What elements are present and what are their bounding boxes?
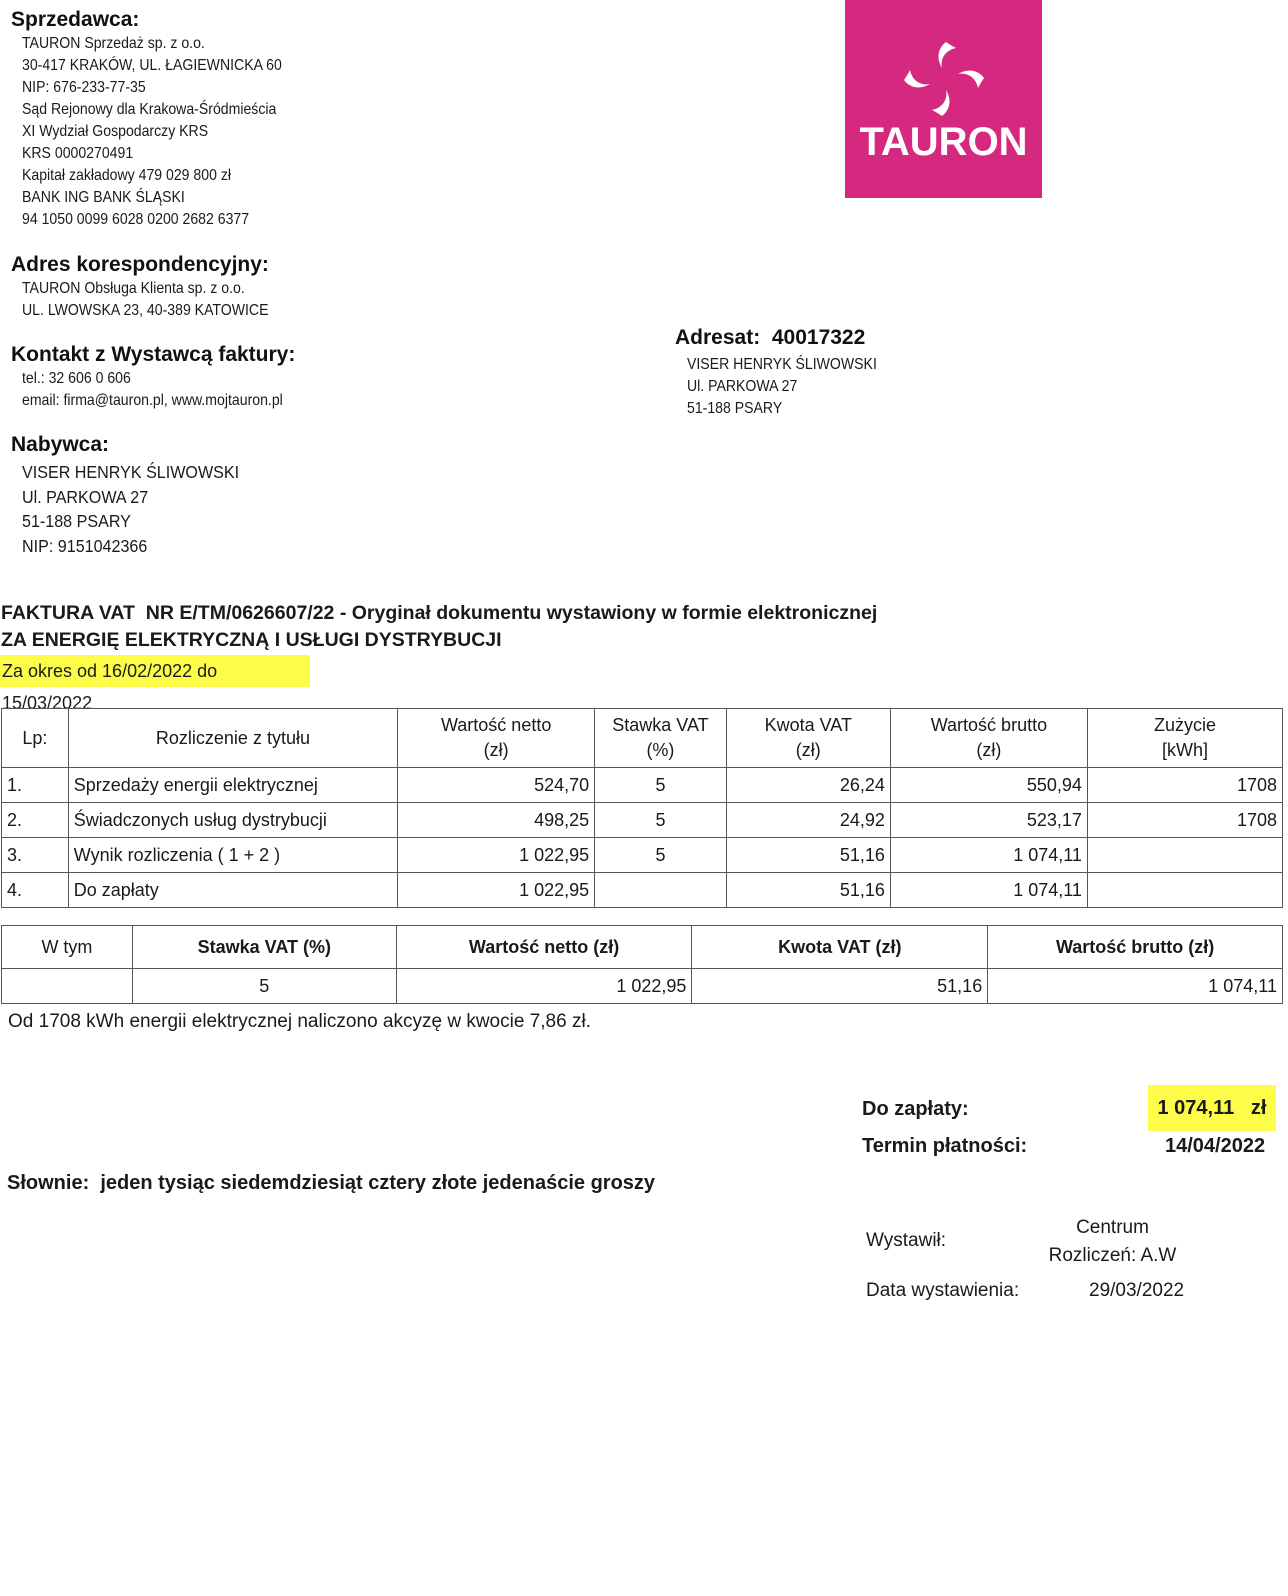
issuer-value xyxy=(1030,1214,1195,1270)
invoice-title: FAKTURA VAT NR E/TM/0626607/22 - Oryginał dokumentu wystawiony w formie elektronicznej xyxy=(1,602,878,624)
table-row: 4. Do zapłaty 1 022,95 51,16 1 074,11 xyxy=(2,873,1283,908)
correspondence-heading: Adres korespondencyjny: xyxy=(11,253,269,276)
issue-date-value: 29/03/2022 xyxy=(1089,1280,1185,1301)
table-header-row xyxy=(2,709,1283,768)
issuer-line: Rozliczeń: A.W xyxy=(1048,1245,1177,1266)
due-amount: 1 074,11 zł xyxy=(1148,1085,1276,1131)
correspondence-line: UL. LWOWSKA 23, 40-389 KATOWICE xyxy=(22,302,269,319)
buyer-line: Ul. PARKOWA 27 xyxy=(22,486,149,507)
seller-line: 30-417 KRAKÓW, UL. ŁAGIEWNICKA 60 xyxy=(22,57,282,74)
seller-address xyxy=(22,33,317,231)
col-title: Rozliczenie z tytułu xyxy=(68,709,397,768)
correspondence-line: TAURON Obsługa Klienta sp. z o.o. xyxy=(22,280,245,297)
col-vat-rate: Stawka VAT (%) xyxy=(595,709,727,768)
vat-breakdown-table xyxy=(1,925,1283,1004)
col-usage: Zużycie [kWh] xyxy=(1087,709,1282,768)
seller-line: Sąd Rejonowy dla Krakowa-Śródmieścia xyxy=(22,101,277,118)
seller-line: Kapitał zakładowy 479 029 800 zł xyxy=(22,167,231,184)
issue-date-label: Data wystawienia: xyxy=(866,1280,1020,1301)
seller-line: 94 1050 0099 6028 0200 2682 6377 xyxy=(22,211,250,228)
table-row: 5 1 022,95 51,16 1 074,11 xyxy=(2,969,1283,1004)
addressee-address xyxy=(687,354,903,420)
contact-email: email: firma@tauron.pl, www.mojtauron.pl xyxy=(22,392,283,409)
addressee-heading: Adresat: 40017322 xyxy=(675,326,866,349)
due-label: Do zapłaty: xyxy=(862,1098,969,1120)
addressee-line: VISER HENRYK ŚLIWOWSKI xyxy=(687,356,877,373)
contact-heading: Kontakt z Wystawcą faktury: xyxy=(11,343,296,366)
seller-line: TAURON Sprzedaż sp. z o.o. xyxy=(22,35,205,52)
contact-phone: tel.: 32 606 0 606 xyxy=(22,370,131,387)
seller-line: XI Wydział Gospodarczy KRS xyxy=(22,123,209,140)
table-row: 3. Wynik rozliczenia ( 1 + 2 ) 1 022,95 5 51,16 1 074,11 xyxy=(2,838,1283,873)
seller-line: BANK ING BANK ŚLĄSKI xyxy=(22,189,185,206)
seller-line: KRS 0000270491 xyxy=(22,145,134,162)
buyer-address xyxy=(22,460,258,558)
col-net: Wartość netto (zł) xyxy=(398,709,595,768)
addressee-line: 51-188 PSARY xyxy=(687,400,783,417)
vat-header-row: W tym Stawka VAT (%) Wartość netto (zł) Kwota VAT (zł) Wartość brutto (zł) xyxy=(2,926,1283,969)
tauron-swirl-icon xyxy=(900,38,988,120)
settlement-table xyxy=(1,708,1283,908)
col-vat-amount: Kwota VAT (zł) xyxy=(726,709,890,768)
invoice-period: Za okres od 16/02/2022 do 15/03/2022 xyxy=(0,655,310,687)
issuer-label: Wystawił: xyxy=(866,1230,947,1251)
logo-text: TAURON xyxy=(859,120,1028,164)
buyer-line: 51-188 PSARY xyxy=(22,511,131,531)
deadline-label: Termin płatności: xyxy=(862,1135,1028,1157)
buyer-line: NIP: 9151042366 xyxy=(22,535,148,556)
col-lp: Lp: xyxy=(2,709,69,768)
seller-line: NIP: 676-233-77-35 xyxy=(22,79,146,96)
issuer-line: Centrum xyxy=(1076,1217,1149,1238)
buyer-heading: Nabywca: xyxy=(11,433,110,456)
seller-heading: Sprzedawca: xyxy=(11,8,140,31)
invoice-subtitle: ZA ENERGIĘ ELEKTRYCZNĄ I USŁUGI DYSTRYBUCJI xyxy=(1,629,502,651)
table-row: 1. Sprzedaży energii elektrycznej 524,70 5 26,24 550,94 1708 xyxy=(2,768,1283,803)
contact-details xyxy=(22,368,318,412)
col-gross: Wartość brutto (zł) xyxy=(890,709,1087,768)
table-row: 2. Świadczonych usług dystrybucji 498,25 5 24,92 523,17 1708 xyxy=(2,803,1283,838)
deadline-value: 14/04/2022 xyxy=(1165,1135,1266,1157)
buyer-line: VISER HENRYK ŚLIWOWSKI xyxy=(22,462,240,482)
correspondence-address xyxy=(22,278,302,322)
amount-in-words: Słownie: jeden tysiąc siedemdziesiąt cztery złote jedenaście groszy xyxy=(7,1172,656,1194)
tauron-logo xyxy=(845,0,1042,198)
addressee-line: Ul. PARKOWA 27 xyxy=(687,378,798,395)
excise-note: Od 1708 kWh energii elektrycznej naliczono akcyzę w kwocie 7,86 zł. xyxy=(8,1011,591,1032)
